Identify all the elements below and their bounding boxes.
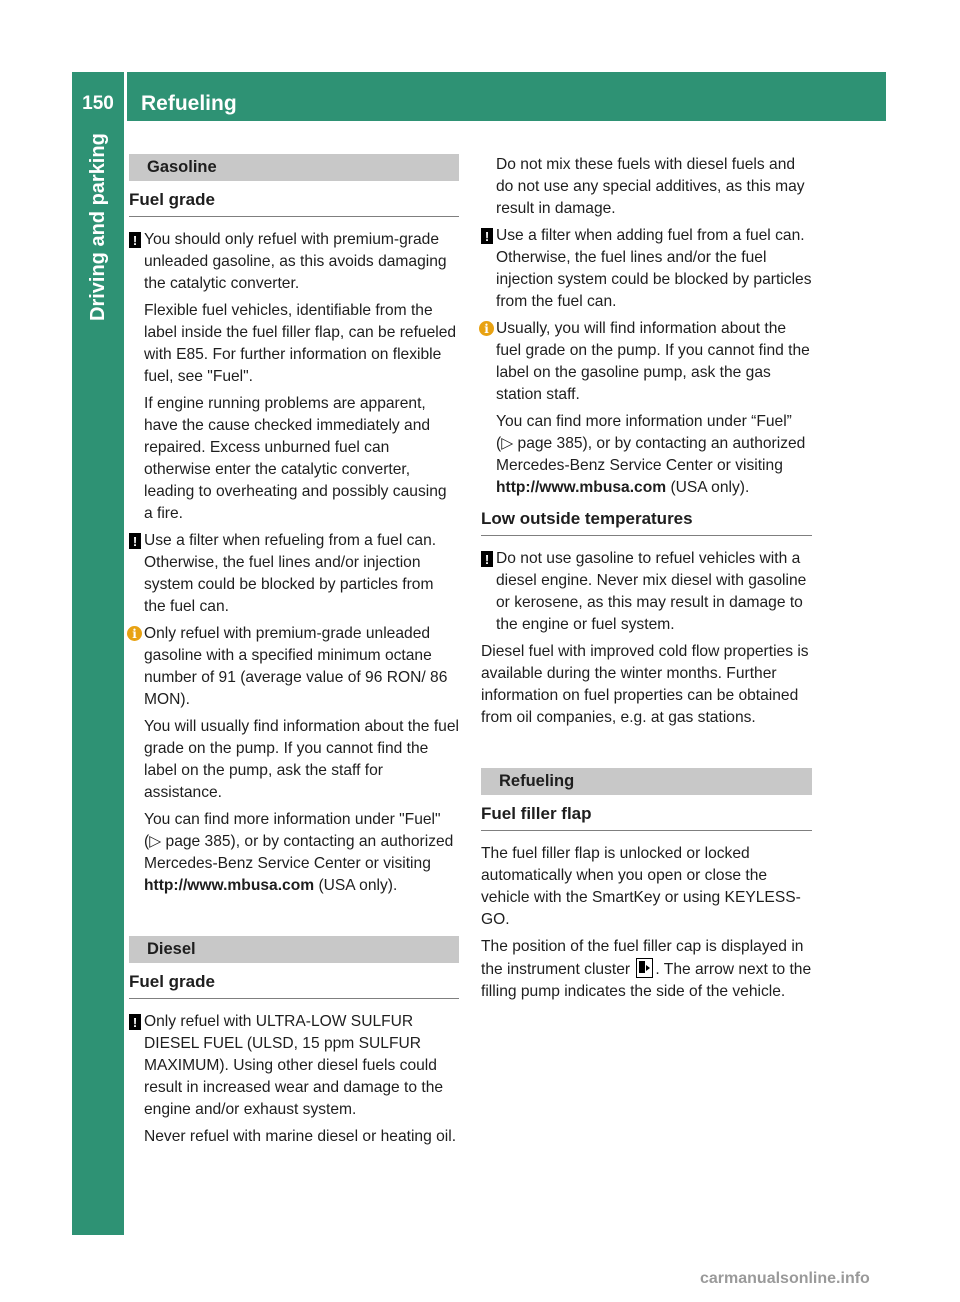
warning-icon: ! [129,533,141,549]
side-tab-label-wrap [78,121,118,321]
paragraph-text: (USA only). [670,479,750,496]
info-icon: i [127,626,142,641]
paragraph: Only refuel with ULTRA-LOW SULFUR DIESEL FUEL (ULSD, 15 ppm SULFUR MAXIMUM). Using other diesel fuels could result in increased wear and damage to the engine and/or exhaust system. [144,1013,444,1118]
section-band-refueling: Refueling [481,768,812,795]
spacer [481,734,812,768]
warning-note [481,225,812,313]
paragraph: Usually, you will find information about the fuel grade on the pump. If you cannot find the label on the gasoline pump, ask the gas station staff. [496,320,810,403]
subheading-fuel-filler-flap: Fuel filler flap [481,804,812,831]
warning-icon: ! [481,551,493,567]
header-divider [124,72,127,121]
page-title: Refueling [141,92,237,115]
paragraph: Never refuel with marine diesel or heating oil. [144,1128,457,1145]
paragraph-text: The position of the fuel filler cap is displayed in the instrument cluster [481,938,804,978]
subheading-fuel-grade: Fuel grade [129,972,459,999]
paragraph-text: You can find more information under “Fuel” (▷ page 385), or by contacting an authorized Mercedes-Benz Service Center or visiting [496,413,806,474]
paragraph-text: . The arrow next to the filling pump indicates the side of the vehicle. [481,961,812,1000]
left-column [129,154,459,1153]
section-band-gasoline: Gasoline [129,154,459,181]
paragraph: Use a filter when adding fuel from a fuel can. Otherwise, the fuel lines and/or the fuel injection system could be blocked by particles from the fuel can. [496,227,812,310]
side-tab-label: Driving and parking [87,133,109,321]
right-column [481,154,812,1008]
paragraph: You should only refuel with premium-grade unleaded gasoline, as this avoids damaging the catalytic converter. [144,231,447,292]
info-icon: i [479,321,494,336]
paragraph-text: You can find more information under "Fuel" (▷ page 385), or by contacting an authorized Mercedes-Benz Service Center or visiting [144,811,454,872]
paragraph-text: (USA only). [318,877,398,894]
section-band-diesel: Diesel [129,936,459,963]
subheading-low-outside-temperatures: Low outside temperatures [481,509,812,536]
paragraph: Use a filter when refueling from a fuel can. Otherwise, the fuel lines and/or injection system could be blocked by particles from the fuel can. [144,532,437,615]
info-note [481,318,812,499]
warning-note [129,229,459,525]
warning-note [129,530,459,618]
info-note [129,623,459,897]
page-number: 150 [82,93,114,114]
paragraph [496,411,812,499]
subheading-fuel-grade: Fuel grade [129,190,459,217]
paragraph: Only refuel with premium-grade unleaded gasoline with a specified minimum octane number of 91 (average value of 96 RON/ 86 MON). [144,625,448,708]
warning-note [481,548,812,636]
spacer [129,902,459,936]
paragraph [144,809,459,897]
fuel-pump-icon [636,958,653,978]
paragraph: Flexible fuel vehicles, identifiable from the label inside the fuel filler flap, can be refueled with E85. For further information on flexible fuel, see "Fuel". [144,302,457,385]
warning-icon: ! [129,232,141,248]
paragraph: Do not mix these fuels with diesel fuels and do not use any special additives, as this may result in damage. [496,156,805,217]
paragraph: Diesel fuel with improved cold flow properties is available during the winter months. Further information on fuel properties can be obtained from oil companies, e.g. at gas stations. [481,643,809,726]
paragraph: You will usually find information about the fuel grade on the pump. If you cannot find the label on the pump, ask the staff for assistance. [144,718,459,801]
warning-note [129,1011,459,1148]
paragraph [481,936,812,1003]
paragraph: Do not use gasoline to refuel vehicles with a diesel engine. Never mix diesel with gasoline or kerosene, as this may result in damage to the engine or fuel system. [496,550,807,633]
warning-icon: ! [129,1014,141,1030]
website-link[interactable]: http://www.mbusa.com [144,877,315,894]
website-link[interactable]: http://www.mbusa.com [496,479,667,496]
warning-icon: ! [481,228,493,244]
paragraph: If engine running problems are apparent, have the cause checked immediately and repaired. Excess unburned fuel can otherwise enter the catalytic converter, leading to overheating and possibly causing a fire. [144,395,447,522]
paragraph: The fuel filler flap is unlocked or locked automatically when you open or close the vehicle with the SmartKey or using KEYLESS-GO. [481,845,801,928]
watermark: carmanualsonline.info [700,1270,870,1287]
